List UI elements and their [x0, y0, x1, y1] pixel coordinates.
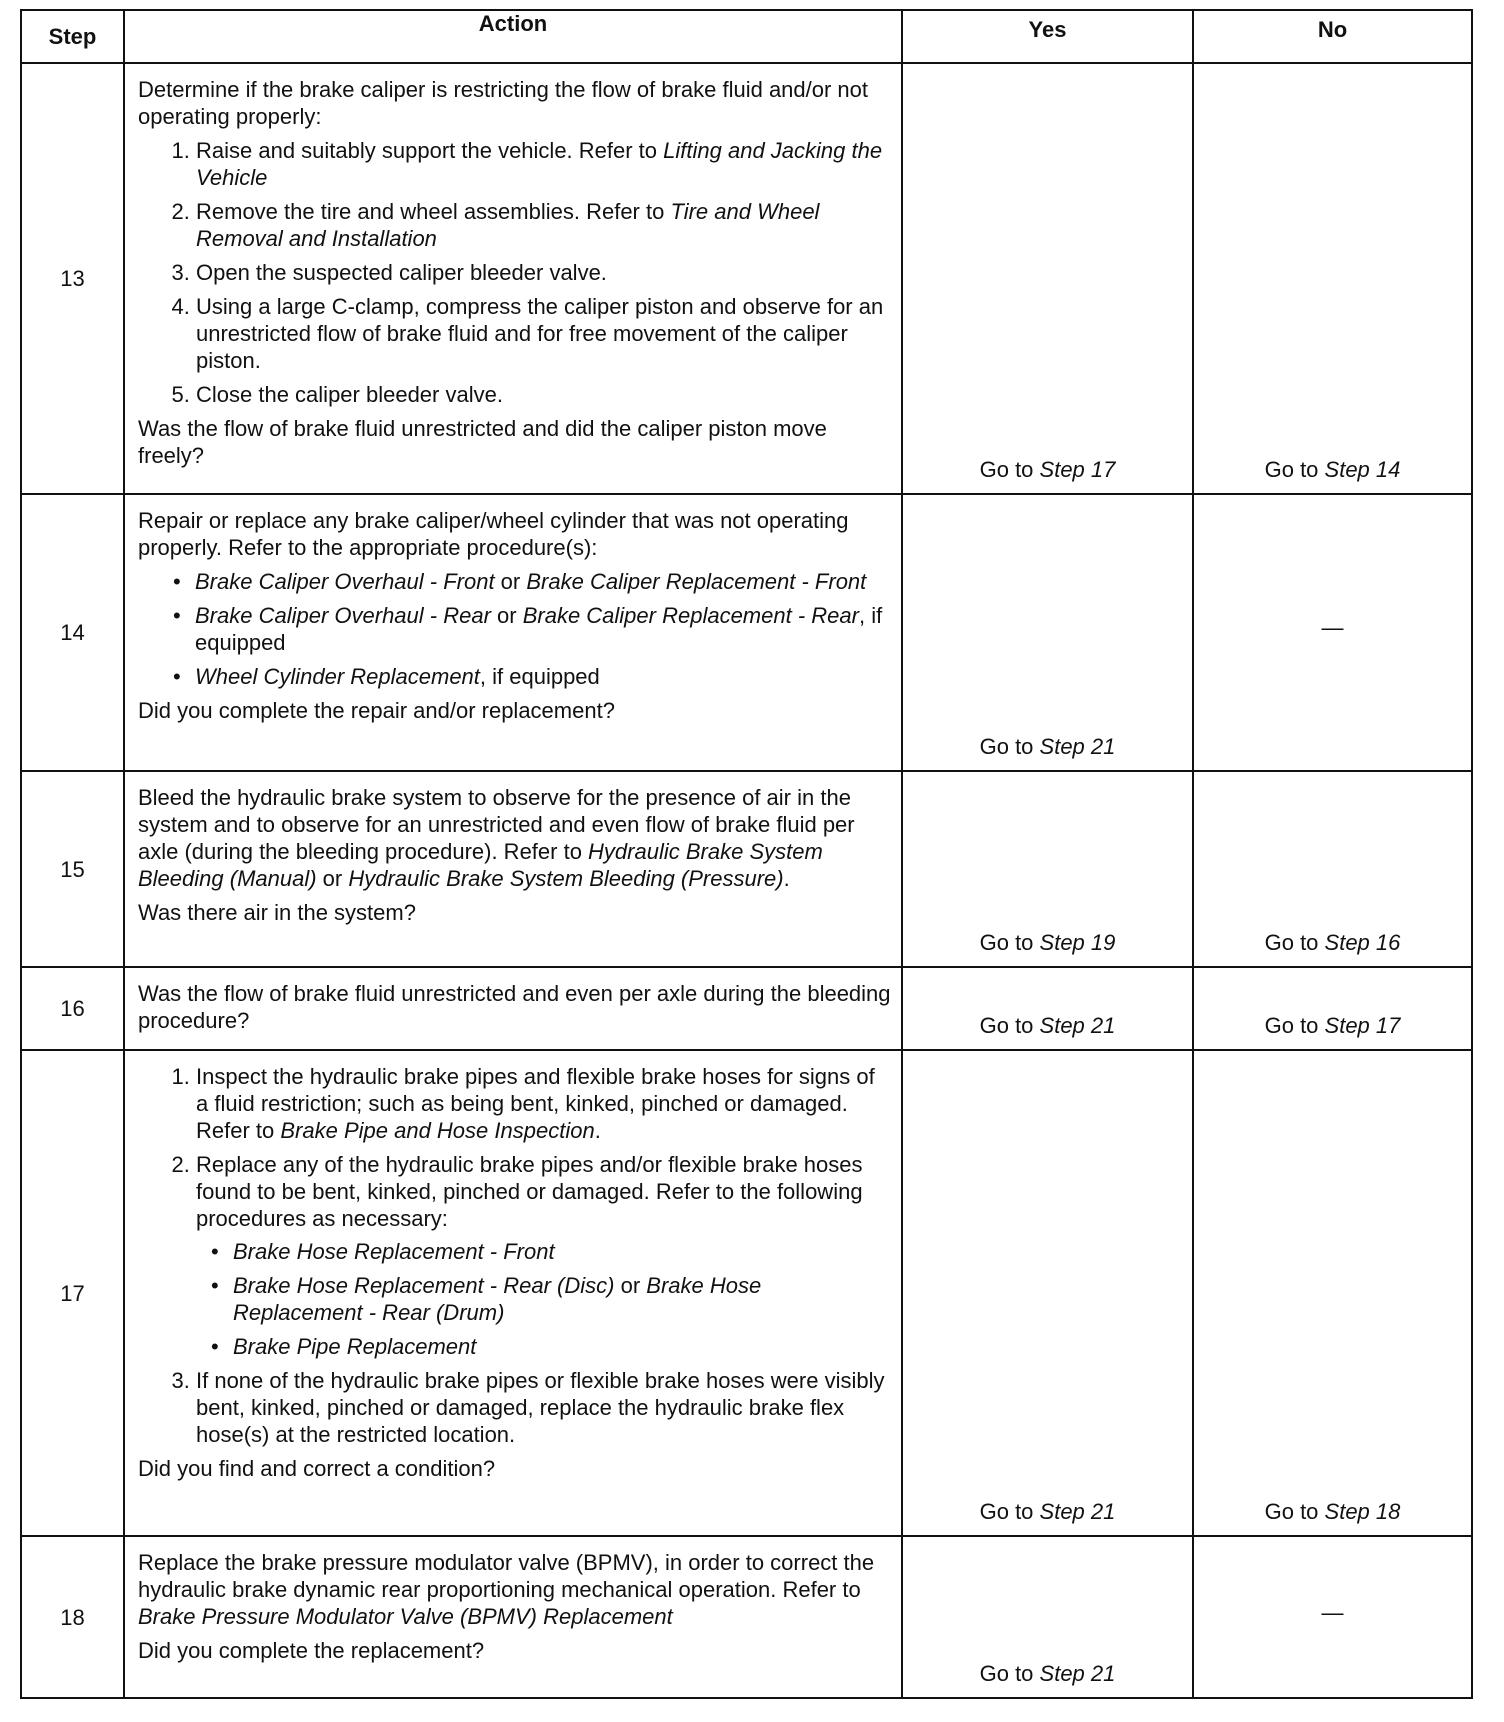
procedure-reference: Tire and Wheel Removal and Installation	[196, 199, 820, 251]
text-segment: , if equipped	[195, 603, 883, 655]
procedure-reference: Brake Hose Replacement - Front	[233, 1239, 555, 1264]
text-segment: Was there air in the system?	[138, 900, 416, 925]
goto-step-link[interactable]: Step 21	[1039, 1661, 1116, 1686]
table-row	[21, 63, 1472, 494]
goto-text: Go to	[979, 1013, 1040, 1038]
list-item	[196, 198, 891, 252]
goto-step-link[interactable]: Step 21	[1039, 734, 1116, 759]
step-number: 18	[21, 1536, 124, 1698]
goto-text: Go to	[1264, 1499, 1325, 1524]
procedure-reference: Brake Hose Replacement - Rear (Disc)	[233, 1273, 615, 1298]
goto-step-link[interactable]: Step 17	[1039, 457, 1116, 482]
action-paragraph	[138, 784, 891, 892]
header-yes: Yes	[902, 10, 1193, 63]
no-result	[1193, 63, 1472, 494]
action-cell	[124, 494, 902, 771]
text-segment: Was the flow of brake fluid unrestricted and even per axle during the bleeding procedure?	[138, 981, 891, 1033]
procedure-reference: Brake Caliper Replacement - Rear	[522, 603, 859, 628]
text-segment: or	[316, 866, 349, 891]
goto-step-link[interactable]: Step 16	[1324, 930, 1401, 955]
action-paragraph	[138, 507, 891, 561]
yes-result	[902, 63, 1193, 494]
table-row	[21, 771, 1472, 967]
goto-step-link[interactable]: Step 17	[1324, 1013, 1401, 1038]
list-item	[196, 1367, 891, 1448]
table-row	[21, 494, 1472, 771]
list-item	[196, 137, 891, 191]
text-segment: Bleed the hydraulic brake system to observe for the presence of air in the system and to observe for an unrestricted and even flow of brake fluid per axle (during the bleeding procedure). Refer to	[138, 785, 855, 864]
list-item	[196, 1151, 891, 1360]
no-result	[1193, 967, 1472, 1050]
list-item	[233, 1238, 891, 1265]
diagnostic-table	[20, 9, 1473, 1699]
action-paragraph	[138, 415, 891, 469]
list-item	[233, 1272, 891, 1326]
goto-text: Go to	[1264, 1013, 1325, 1038]
text-segment: Close the caliper bleeder valve.	[196, 382, 503, 407]
goto-text: Go to	[979, 930, 1040, 955]
text-segment: , if equipped	[479, 664, 600, 689]
action-paragraph	[138, 1455, 891, 1482]
text-segment: Replace the brake pressure modulator valve (BPMV), in order to correct the hydraulic brake dynamic rear proportioning mechanical operation. Refer to	[138, 1550, 875, 1602]
table-row	[21, 1050, 1472, 1536]
action-paragraph	[138, 1637, 891, 1664]
list-item	[196, 381, 891, 408]
text-segment: Determine if the brake caliper is restricting the flow of brake fluid and/or not operating properly:	[138, 77, 869, 129]
text-segment: Raise and suitably support the vehicle. Refer to	[196, 138, 664, 163]
text-segment: Using a large C-clamp, compress the caliper piston and observe for an unrestricted flow of brake fluid and for free movement of the caliper piston.	[196, 294, 884, 373]
action-paragraph	[138, 899, 891, 926]
no-result-none: —	[1193, 494, 1472, 771]
text-segment: Was the flow of brake fluid unrestricted and did the caliper piston move freely?	[138, 416, 827, 468]
list-item	[195, 602, 891, 656]
action-cell	[124, 1050, 902, 1536]
yes-result	[902, 494, 1193, 771]
bullet-list	[138, 568, 891, 690]
header-row	[21, 10, 1472, 63]
action-paragraph	[138, 697, 891, 724]
list-item	[196, 1063, 891, 1144]
goto-step-link[interactable]: Step 21	[1039, 1013, 1116, 1038]
action-cell	[124, 1536, 902, 1698]
step-number: 16	[21, 967, 124, 1050]
header-action: Action	[124, 10, 902, 63]
goto-step-link[interactable]: Step 21	[1039, 1499, 1116, 1524]
goto-text: Go to	[979, 734, 1040, 759]
numbered-list	[138, 1063, 891, 1448]
goto-step-link[interactable]: Step 18	[1324, 1499, 1401, 1524]
goto-text: Go to	[1264, 457, 1325, 482]
action-paragraph	[138, 1549, 891, 1630]
goto-text: Go to	[979, 1661, 1040, 1686]
text-segment: or	[614, 1273, 647, 1298]
procedure-reference: Wheel Cylinder Replacement	[195, 664, 480, 689]
goto-step-link[interactable]: Step 19	[1039, 930, 1116, 955]
action-paragraph	[138, 980, 891, 1034]
text-segment: Did you complete the repair and/or replacement?	[138, 698, 615, 723]
text-segment: Replace any of the hydraulic brake pipes and/or flexible brake hoses found to be bent, kinked, pinched or damaged. Refer to the following procedures as necessary:	[196, 1152, 863, 1231]
goto-text: Go to	[979, 1499, 1040, 1524]
procedure-reference: Brake Hose Replacement - Rear (Drum)	[233, 1273, 762, 1325]
yes-result	[902, 1536, 1193, 1698]
text-segment: .	[594, 1118, 601, 1143]
header-step: Step	[21, 10, 124, 63]
text-segment: Did you find and correct a condition?	[138, 1456, 496, 1481]
step-number: 13	[21, 63, 124, 494]
action-cell	[124, 967, 902, 1050]
table-row	[21, 1536, 1472, 1698]
list-item	[195, 663, 891, 690]
list-item	[196, 259, 891, 286]
goto-step-link[interactable]: Step 14	[1324, 457, 1401, 482]
text-segment: or	[490, 603, 523, 628]
text-segment: Inspect the hydraulic brake pipes and flexible brake hoses for signs of a fluid restriction; such as being bent, kinked, pinched or damaged. Refer to	[196, 1064, 875, 1143]
list-item	[233, 1333, 891, 1360]
bullet-list	[196, 1238, 891, 1360]
procedure-reference: Brake Pipe Replacement	[233, 1334, 477, 1359]
text-segment: If none of the hydraulic brake pipes or flexible brake hoses were visibly bent, kinked, pinched or damaged, replace the hydraulic brake flex hose(s) at the restricted location.	[196, 1368, 885, 1447]
action-cell	[124, 771, 902, 967]
procedure-reference: Brake Caliper Overhaul - Front	[195, 569, 495, 594]
table-row	[21, 967, 1472, 1050]
yes-result	[902, 771, 1193, 967]
yes-result	[902, 967, 1193, 1050]
procedure-reference: Brake Caliper Replacement - Front	[526, 569, 867, 594]
list-item	[195, 568, 891, 595]
text-segment: Did you complete the replacement?	[138, 1638, 485, 1663]
goto-text: Go to	[1264, 930, 1325, 955]
no-result	[1193, 771, 1472, 967]
text-segment: Open the suspected caliper bleeder valve.	[196, 260, 607, 285]
procedure-reference: Brake Caliper Overhaul - Rear	[195, 603, 491, 628]
text-segment: .	[783, 866, 790, 891]
goto-text: Go to	[979, 457, 1040, 482]
no-result	[1193, 1050, 1472, 1536]
text-segment: Remove the tire and wheel assemblies. Refer to	[196, 199, 671, 224]
step-number: 14	[21, 494, 124, 771]
yes-result	[902, 1050, 1193, 1536]
procedure-reference: Brake Pressure Modulator Valve (BPMV) Replacement	[138, 1604, 673, 1629]
action-paragraph	[138, 76, 891, 130]
no-result-none: —	[1193, 1536, 1472, 1698]
procedure-reference: Brake Pipe and Hose Inspection	[280, 1118, 595, 1143]
text-segment: Repair or replace any brake caliper/wheel cylinder that was not operating properly. Refer to the appropriate procedure(s):	[138, 508, 849, 560]
numbered-list	[138, 137, 891, 408]
list-item	[196, 293, 891, 374]
action-cell	[124, 63, 902, 494]
procedure-reference: Hydraulic Brake System Bleeding (Pressure)	[348, 866, 784, 891]
text-segment: or	[494, 569, 527, 594]
header-no: No	[1193, 10, 1472, 63]
step-number: 17	[21, 1050, 124, 1536]
procedure-reference: Lifting and Jacking the Vehicle	[196, 138, 883, 190]
procedure-reference: Hydraulic Brake System Bleeding (Manual)	[138, 839, 823, 891]
step-number: 15	[21, 771, 124, 967]
